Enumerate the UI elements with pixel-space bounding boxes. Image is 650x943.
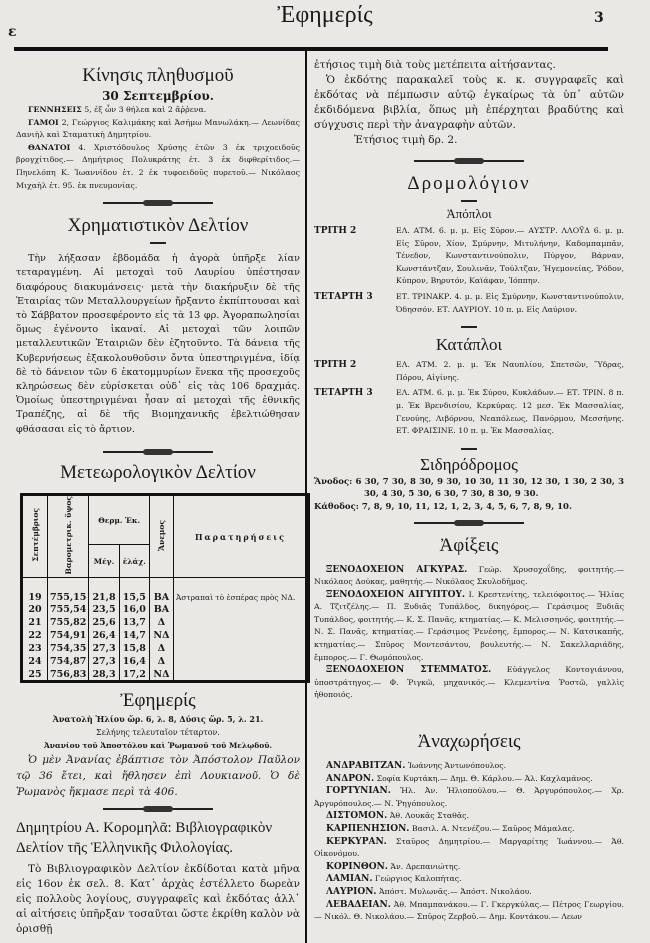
railway-title: Σιδηρόδρομος [420, 454, 518, 474]
railway-down-times: 7, 8, 9, 10, 11, 12, 1, 2, 3, 4, 5, 6, 7, 8, 9, 10. [358, 501, 572, 512]
cell-barometer: 756,83 [48, 668, 89, 681]
entry-heading: ΓΟΡΤΥΝΙΑΝ. [326, 786, 391, 797]
saints-note: Ὁ μὲν Ἀνανίας ἐβάπτισε τὸν Ἀπόστολον Παῦλον τῷ 36 ἔτει, καὶ ἤθλησεν ἐπὶ Λουκιανοῦ. Ὁ δὲ Ῥωμανὸς ἤκμασε περὶ τὰ 406. [16, 753, 300, 798]
schedule-text: ΕΤ. ΤΡΙΝΑΚΡ. 4. μ. μ. Εἰς Σμύρνην, Κωνσταντινούπολιν, Ὀδησσόν. ΕΤ. ΛΑΥΡΙΟΥ. 10 π. μ. Εἰς Λαύριον. [396, 291, 624, 314]
list-entry [314, 873, 624, 886]
schedule-text: ΕΛ. ΑΤΜ. 6. μ. μ. Εἰς Σῦρον.— ΑΥΣΤΡ. ΛΛΟΫΔ 6. μ. μ. Εἰς Σῦρον, Χίον, Σμύρνην, Μιτυλήνην, Καδομπαμπᾶν, Τένεδον, Κωνσταντινούπολιν, Πύργον, Βάρναν, Κωνστάντζαν, Σουλινᾶν, Τούλτζαν, Ἡγεμονείας, Ῥόδον, Κύπρον, Βηρυτόν, Καϊάφαν, Ἰόππην. [396, 226, 624, 286]
masthead-title: Ἐφημερίς [277, 2, 373, 28]
biblio-text: Τὸ Βιβλιογραφικὸν Δελτίον ἐκδίδοται κατὰ μῆνα εἰς 16ον ἐκ σελ. 8. Κατ᾽ ἀρχὰς ἐστέλλετο δωρεὰν εἰς πολλοὺς λογίους, συγγραφεῖς καὶ ἐκδότας ἀλλ᾽ αἱ αἰτήσεις ὑπῆρξαν τοσαῦται ὥστε ἐκρίθη καλὸν νὰ ὁρισθῇ [16, 862, 300, 935]
cell-note [173, 642, 308, 655]
list-entry [314, 785, 624, 810]
cell-barometer: 755,54 [48, 603, 89, 616]
list-entry [314, 760, 624, 773]
cell-day: 25 [22, 668, 48, 681]
moon-phase: Σελήνης τελευταῖον τέταρτον. [96, 727, 220, 737]
weather-row [22, 616, 309, 629]
cell-temp-min: 14,7 [119, 629, 149, 642]
cell-temp-min: 13,7 [119, 616, 149, 629]
cell-wind: ΒΑ [149, 603, 173, 616]
header-notes: Παρατηρήσεις [173, 494, 308, 578]
cell-barometer: 754,87 [48, 655, 89, 668]
schedule-day: ΤΡΙΤΗ 2 [314, 226, 357, 236]
cell-temp-max: 27,3 [89, 655, 119, 668]
stock-text: Τὴν λήξασαν ἑβδομάδα ἡ ἀγορὰ ὑπῆρξε λίαν τεταραγμένη. Αἱ μετοχαὶ τοῦ Λαυρίου ὑπέστησαν διαφόρους διακυμάνσεις· μετὰ τὴν διακήρυξιν δὲ τῆς Ἑταιρίας τῶν Μεταλλουργείων ἤρξαντο ἐκπίπτουσαι καὶ τὸ Σάββατον προσεφέροντο εἰς τὰ 13 φρ. Ἀγοραπωλησίαι ὅμως ἐγένοντο ἱκαναί. Αἱ μετοχαὶ τῶν λοιπῶν μεταλλευτικῶν Ἑταιριῶν δὲν ἐζητοῦντο. Τὰ δάνεια τῆς Κυβερνήσεως ἐξακολουθοῦσιν ὄντα ὑπεστηριγμένα, ἰδίᾳ δὲ τὸ δάνειον τῶν 6 ἑκατομμυρίων ἕνεκα τῆς προσεχοῦς κληρώσεως δὲν εὑρίσκεται οὐδ᾽ εἰς τὰς 106 δραχμάς. Ὁμοίως ὑπεστηριγμέναι ἦσαν αἱ μετοχαὶ τῆς ἐθνικῆς Τραπέζης, αἱ δὲ τῆς Βιομηχανικῆς ἐβελτιώθησαν φθάσασαι εἰς τὸ ἄρτιον. [16, 253, 300, 435]
hotel-arrivals-title: Ἀφίξεις [439, 534, 499, 556]
cell-wind: Δ [149, 616, 173, 629]
entry-text: Ἰωάννης Ἀντωνόπουλος. [405, 761, 507, 771]
cell-note [173, 655, 308, 668]
cell-day: 21 [22, 616, 48, 629]
ornament-divider [103, 451, 213, 453]
cell-note [173, 668, 308, 681]
entry-text: Γεώργιος Καλοπήτας. [372, 874, 462, 884]
right-column [314, 58, 624, 924]
entry-heading: ΚΕΡΚΥΡΑΝ. [326, 836, 387, 847]
cell-note [173, 616, 308, 629]
biblio-title: Δημητρίου Α. Κορομηλᾶ: Βιβλιογραφικὸν Δελτίον τῆς Ἑλληνικῆς Φιλολογίας. [16, 819, 273, 856]
schedule-day: ΤΡΙΤΗ 2 [314, 360, 357, 371]
births-label: ΓΕΝΝΗΣΕΙΣ [28, 105, 82, 114]
dash-divider [150, 242, 166, 244]
header-day: Σεπτέμβριος [30, 508, 40, 562]
entry-heading: ΚΑΡΠΕΝΗΣΙΟΝ. [326, 824, 410, 834]
cell-temp-min: 16,0 [119, 603, 149, 616]
dash-divider [461, 326, 477, 328]
population-date: 30 Σεπτεμβρίου. [102, 89, 214, 103]
dash-divider [461, 200, 477, 202]
biblio-continued: ἐτήσιος τιμὴ διὰ τοὺς μετέπειτα αἰτήσαντας. [314, 59, 556, 71]
ornament-divider [414, 160, 524, 162]
dash-divider [461, 448, 477, 450]
list-entry [314, 773, 624, 786]
population-title: Κίνησις πληθυσμοῦ [82, 65, 234, 86]
deaths-label: ΘΑΝΑΤΟΙ [28, 142, 71, 152]
header-thermometer: Θερμ. Ἑκ. [89, 494, 150, 545]
cell-note [173, 629, 308, 642]
list-entry [314, 589, 624, 665]
entry-heading: ΛΑΥΡΙΟΝ. [326, 886, 377, 897]
cell-day: 24 [22, 655, 48, 668]
cell-temp-max: 28,3 [89, 668, 119, 681]
entry-text: Γεώρ. Χρυσοχοΐδης, φοιτητής.— Νικόλαος Δούκας, μαθητής.— Νικόλαος Σκυλοδῆμος. [314, 564, 624, 587]
entry-text: Βασιλ. Α. Ντενέζου.— Σαῦρος Μάμαλας. [409, 824, 575, 833]
departures-title: Ἀναχωρήσεις [417, 731, 521, 753]
header-wind: Ἄνεμος [156, 519, 166, 551]
header-rule [14, 47, 608, 51]
cell-temp-max: 26,4 [89, 629, 119, 642]
entry-text: Εὐάγγελος Κοντογιάννου, ὑποστράτηγος.— Φ. Ῥιγκῶ, μηχανικός.— Κλεμεντίνα Ῥοστῶ, γαλλὶς ἠθοποιός. [314, 665, 624, 700]
ornament-divider [103, 808, 213, 810]
weather-row [22, 642, 309, 655]
cell-temp-min: 15,5 [119, 578, 149, 604]
list-entry [314, 836, 624, 861]
cell-day: 22 [22, 629, 48, 642]
list-entry [314, 861, 624, 874]
weather-row [22, 655, 309, 668]
schedule-text: ΕΛ. ΑΤΜ. 2. μ. μ. Ἐκ Ναυπλίου, Σπετσῶν, Ὕδρας, Πόρου, Αἰγίνης. [396, 360, 624, 382]
list-entry [314, 823, 624, 836]
weather-row [22, 578, 309, 604]
saints-of-day: Ἀνανίου τοῦ Ἀποστόλου καὶ Ῥωμανοῦ τοῦ Μελῳδοῦ. [43, 740, 273, 750]
entry-text: Ἀπόστ. Μυλωνᾶς.— Ἀπόστ. Νικολάου. [376, 886, 532, 896]
entry-heading: ΑΝΔΡΟΝ. [326, 773, 375, 784]
schedule-entry [314, 387, 624, 437]
entry-text: Σταῦρος Δημητρίου.— Μαργαρίτης Ἰωάννου.— Ἀθ. Οἰκονόμου. [314, 836, 624, 859]
weather-row [22, 629, 309, 642]
biblio-price: Ἐτήσιος τιμὴ δρ. 2. [354, 134, 458, 146]
cell-barometer: 755,15 [48, 578, 89, 604]
schedule-entry [314, 359, 624, 384]
cell-temp-min: 15,8 [119, 642, 149, 655]
departures-by-sea-title: Ἀπόπλοι [446, 206, 492, 221]
births-text: 5, ἐξ ὧν 3 θήλεα καὶ 2 ἄῤῥενα. [81, 105, 207, 114]
entry-heading: ΑΝΔΡΑΒΙΤΖΑΝ. [326, 761, 406, 772]
entry-heading: ΞΕΝΟΔΟΧΕΙΟΝ ΑΓΚΥΡΑΣ. [326, 564, 468, 575]
weather-row [22, 668, 309, 681]
entry-heading: ΚΟΡΙΝΘΟΝ. [326, 861, 388, 872]
deaths-text: 4. Χριστόδουλος Χρύσης ἐτῶν 3 ἐκ τριχοειδοῦς βρογχίτιδος.— Δημήτριος Πολυκράτης ἐτ. 3 ἐκ διφθερίτιδος.—Πηνελόπη Κ. Ἰωαννίδου ἐτ. 2 ἐκ τυφοειδοῦς πυρετοῦ.— Νικόλαος Μιχαὴλ ἐτ. 95. ἐκ πνευμονίας. [16, 142, 300, 190]
schedule-text: ΕΛ. ΑΤΜ. 6. μ. μ. Ἐκ Σύρου, Κυκλάδων.— ΕΤ. ΤΡΙΝ. 8 π. μ. Ἐκ Βρενδισίου, Κερκύρας. 12 μεσ. Ἐκ Μασσαλίας, Γενούης, Λιβόρνου, Νεαπόλεως, Πανόρμου, Μεσσήνης. ΕΤ. ΦΡΑΙΣΙΝΕ. 10 π. μ. Ἐκ Μασσαλίας. [396, 388, 624, 436]
ornament-divider [103, 202, 213, 204]
sun-times: Ἀνατολὴ Ἡλίου ὥρ. 6, λ. 8, Δύσις ὥρ. 5, λ. 21. [52, 713, 264, 724]
header-barometer: Βαρομετρικ. ὕψος [63, 495, 73, 575]
cell-note: Ἀστραπαὶ τὸ ἑσπέρας πρὸς ΝΔ. [173, 578, 308, 604]
header-max: Μέγ. [89, 545, 119, 578]
hotel-arrivals-list [314, 564, 624, 703]
cell-temp-min: 16,4 [119, 655, 149, 668]
cell-wind: ΝΔ [149, 668, 173, 681]
sea-arrivals-list [314, 359, 624, 438]
list-entry [314, 664, 624, 702]
cell-note [173, 603, 308, 616]
entry-text: Ἠλ. Ἀν. Ἠλιοπούλου.— Θ. Ἀργυρόπουλος.— Χρ. Ἀργυρόπουλος.— Ν. Ῥηγόπουλος. [314, 786, 624, 808]
entry-text: Ι. Κρεστενίτης, τελειόφοιτος.— Ἠλίας Α. Τζιτζέλης.— Π. Ξυδιᾶς Τυπάλδος, δικηγόρος.— Γεράσιμος Ξυδιᾶς Τυπάλδος, φοιτητής.— Κ. Σ. Πανᾶς, κτηματίας.— Κ. Μελισσηνός, φοιτητής.— Ν. Σ. Πανᾶς, κτηματίας.— Γεράσιμος Ῥενέσης, ἔμπορος.— Ν. Κατσικαπῆς, κτηματίας.— Σπῦρος Μοντεσάντου, βουλευτής.— Ν. Σακελλαριάδης, ἔμπορος.— Γ. Θωμόπουλος. [314, 589, 624, 662]
cell-wind: Δ [149, 655, 173, 668]
cell-day: 20 [22, 603, 48, 616]
page-number-right: 3 [594, 10, 604, 26]
marriages-label: ΓΑΜΟΙ [28, 117, 59, 127]
arrivals-by-sea-title: Κατάπλοι [435, 335, 503, 355]
railway-up-times: 6 30, 7 30, 8 30, 9 30, 10 30, 11 30, 12 30, 1 30, 2 30, 3 30, 4 30, 5 30, 6 30, 7 30, 8 30, 9 30. [352, 476, 624, 500]
schedule-entry [314, 291, 624, 316]
weather-title: Μετεωρολογικὸν Δελτίον [60, 461, 256, 483]
schedule-day: ΤΕΤΑΡΤΗ 3 [314, 291, 373, 302]
ornament-divider [414, 522, 524, 524]
entry-text: Ἀν. Δρεπανιώτης. [387, 861, 461, 871]
entry-text: Ἀθ. Μπαμπανάκου.— Γ. Γκεργκύλας.— Πέτρος Γεωργίου.— Νικόλ. Θ. Νικολάου.— Σπῦρος Ζερβοῦ.— Δημ. Κοντάκου.— Λεων [314, 899, 624, 922]
weather-table [20, 493, 310, 683]
cell-wind: ΒΑ [149, 578, 173, 604]
list-entry [314, 886, 624, 899]
schedule-entry [314, 225, 624, 288]
entry-heading: ΞΕΝΟΔΟΧΕΙΟΝ ΑΙΓΥΠΤΟΥ. [326, 589, 466, 600]
left-column [16, 64, 300, 937]
list-entry [314, 564, 624, 589]
stock-title: Χρηματιστικὸν Δελτίον [67, 215, 249, 237]
list-entry [314, 810, 624, 823]
entry-text: Σοφία Κυρτάκη.— Δημ. Θ. Κάρλου.— Ἀλ. Καχλαμάνος. [374, 773, 593, 783]
schedule-title: Δρομολόγιον [407, 173, 531, 194]
entry-heading: ΔΙΣΤΟΜΟΝ. [326, 811, 388, 822]
population-section [16, 64, 300, 192]
entry-heading: ΞΕΝΟΔΟΧΕΙΟΝ ΣΤΕΜΜΑΤΟΣ. [326, 665, 492, 676]
list-entry [314, 899, 624, 924]
cell-temp-max: 21,8 [89, 578, 119, 604]
cell-temp-min: 17,2 [119, 668, 149, 681]
cell-barometer: 754,91 [48, 629, 89, 642]
cell-temp-max: 25,6 [89, 616, 119, 629]
biblio-request: Ὁ ἐκδότης παρακαλεῖ τοὺς κ. κ. συγγραφεῖς καὶ ἐκδότας νὰ πέμπωσιν αὐτῷ ἐγκαίρως τὰ ὑπ᾽ αὐτῶν ἐκδιδόμενα βιβλία, ὅπως μὴ ἐπέρχηται βραδύτης καὶ σύγχυσις περὶ τὴν ἀναγραφὴν αὐτῶν. [314, 74, 624, 131]
entry-text: Ἀθ. Λουκᾶς Σταθᾶς. [387, 811, 469, 821]
cell-barometer: 754,35 [48, 642, 89, 655]
header-min: ἐλάχ. [119, 545, 149, 578]
ephemeris-title: Ἐφημερίς [120, 689, 196, 711]
cell-day: 23 [22, 642, 48, 655]
cell-day: 19 [22, 578, 48, 604]
departures-list [314, 760, 624, 924]
page-number-left: ε [8, 24, 17, 40]
railway-down-label: Κάθοδος: [314, 501, 359, 512]
entry-heading: ΛΑΜΙΑΝ. [326, 874, 373, 885]
entry-heading: ΛΕΒΑΔΕΙΑΝ. [326, 899, 391, 910]
schedule-day: ΤΕΤΑΡΤΗ 3 [314, 388, 373, 399]
weather-row [22, 603, 309, 616]
cell-wind: ΝΔ [149, 629, 173, 642]
cell-wind: Δ [149, 642, 173, 655]
marriages-text: 2, Γεώργιος Καλιμάκης καὶ Ἀσήμω Μανωλάκη.— Λεωνίδας Δανιὴλ καὶ Σταματικὴ Δημητρίου. [16, 117, 300, 140]
cell-temp-max: 27,3 [89, 642, 119, 655]
sea-departures-list [314, 225, 624, 316]
railway-up-label: Ἄνοδος: [314, 476, 353, 487]
cell-temp-max: 23,5 [89, 603, 119, 616]
cell-barometer: 755,82 [48, 616, 89, 629]
